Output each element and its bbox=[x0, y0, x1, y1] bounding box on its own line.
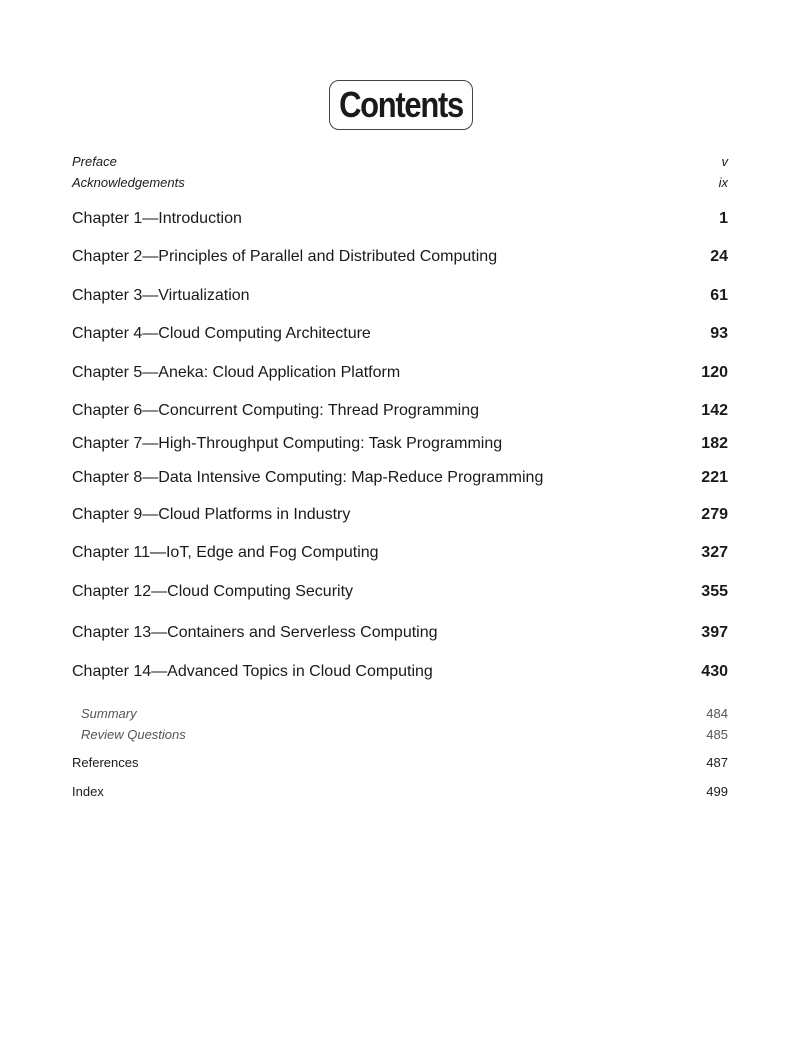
toc-entry-title: Chapter 14—Advanced Topics in Cloud Computing bbox=[72, 663, 433, 680]
toc-chapter-7 bbox=[72, 435, 728, 453]
toc-chapter-9 bbox=[72, 506, 728, 524]
toc-chapter-8 bbox=[72, 469, 728, 487]
toc-entry-title: Chapter 5—Aneka: Cloud Application Platform bbox=[72, 364, 401, 381]
toc-chapter-4 bbox=[72, 325, 728, 343]
contents-heading-box bbox=[329, 80, 473, 130]
toc-chapter-1 bbox=[72, 210, 728, 228]
toc-entry-page: 499 bbox=[706, 784, 728, 799]
toc-entry-page: 485 bbox=[706, 727, 728, 742]
toc-entry-preface bbox=[72, 154, 728, 169]
toc-entry-page: v bbox=[721, 154, 728, 169]
toc-entry-page: 120 bbox=[701, 364, 728, 381]
toc-entry-page: 327 bbox=[701, 544, 728, 561]
toc-entry-title: Chapter 2—Principles of Parallel and Distributed Computing bbox=[72, 248, 498, 265]
toc-entry-title: Chapter 12—Cloud Computing Security bbox=[72, 583, 354, 600]
toc-entry-summary bbox=[81, 706, 728, 721]
toc-entry-title: References bbox=[72, 755, 139, 770]
toc-entry-title: Summary bbox=[81, 706, 137, 721]
toc-entry-review-questions bbox=[81, 727, 728, 742]
toc-entry-title: Chapter 8—Data Intensive Computing: Map-Reduce Programming bbox=[72, 469, 544, 486]
toc-entry-page: 487 bbox=[706, 755, 728, 770]
toc-chapter-14 bbox=[72, 663, 728, 681]
toc-chapter-11 bbox=[72, 544, 728, 562]
page-title: Contents bbox=[339, 84, 463, 125]
toc-entry-title: Chapter 3—Virtualization bbox=[72, 287, 250, 304]
toc-entry-title: Chapter 9—Cloud Platforms in Industry bbox=[72, 506, 351, 523]
toc-entry-page: 93 bbox=[710, 325, 728, 342]
toc-entry-title: Chapter 6—Concurrent Computing: Thread Programming bbox=[72, 402, 480, 419]
toc-entry-title: Preface bbox=[72, 154, 117, 169]
toc-entry-page: 355 bbox=[701, 583, 728, 600]
toc-entry-references bbox=[72, 755, 728, 770]
toc-entry-title: Chapter 4—Cloud Computing Architecture bbox=[72, 325, 371, 342]
toc-entry-page: 279 bbox=[701, 506, 728, 523]
toc-entry-page: ix bbox=[718, 175, 728, 190]
toc-chapter-13 bbox=[72, 624, 728, 642]
toc-entry-page: 397 bbox=[701, 624, 728, 641]
toc-entry-page: 430 bbox=[701, 663, 728, 680]
toc-entry-page: 221 bbox=[701, 469, 728, 486]
toc-entry-page: 484 bbox=[706, 706, 728, 721]
toc-entry-index bbox=[72, 784, 728, 799]
toc-entry-page: 24 bbox=[710, 248, 728, 265]
toc-entry-acknowledgements bbox=[72, 175, 728, 190]
toc-chapter-5 bbox=[72, 364, 728, 382]
toc-chapter-3 bbox=[72, 287, 728, 305]
toc-entry-title: Chapter 13—Containers and Serverless Computing bbox=[72, 624, 438, 641]
toc-entry-title: Chapter 1—Introduction bbox=[72, 210, 242, 227]
toc-chapter-12 bbox=[72, 583, 728, 601]
toc-entry-title: Review Questions bbox=[81, 727, 186, 742]
toc-entry-title: Index bbox=[72, 784, 104, 799]
toc-entry-title: Chapter 7—High-Throughput Computing: Task Programming bbox=[72, 435, 503, 452]
toc-entry-title: Chapter 11—IoT, Edge and Fog Computing bbox=[72, 544, 379, 561]
toc-chapter-6 bbox=[72, 402, 728, 420]
toc-entry-page: 61 bbox=[710, 287, 728, 304]
toc-chapter-2 bbox=[72, 248, 728, 266]
toc-entry-page: 182 bbox=[701, 435, 728, 452]
toc-entry-page: 1 bbox=[719, 210, 728, 227]
toc-entry-title: Acknowledgements bbox=[72, 175, 185, 190]
toc-entry-page: 142 bbox=[701, 402, 728, 419]
